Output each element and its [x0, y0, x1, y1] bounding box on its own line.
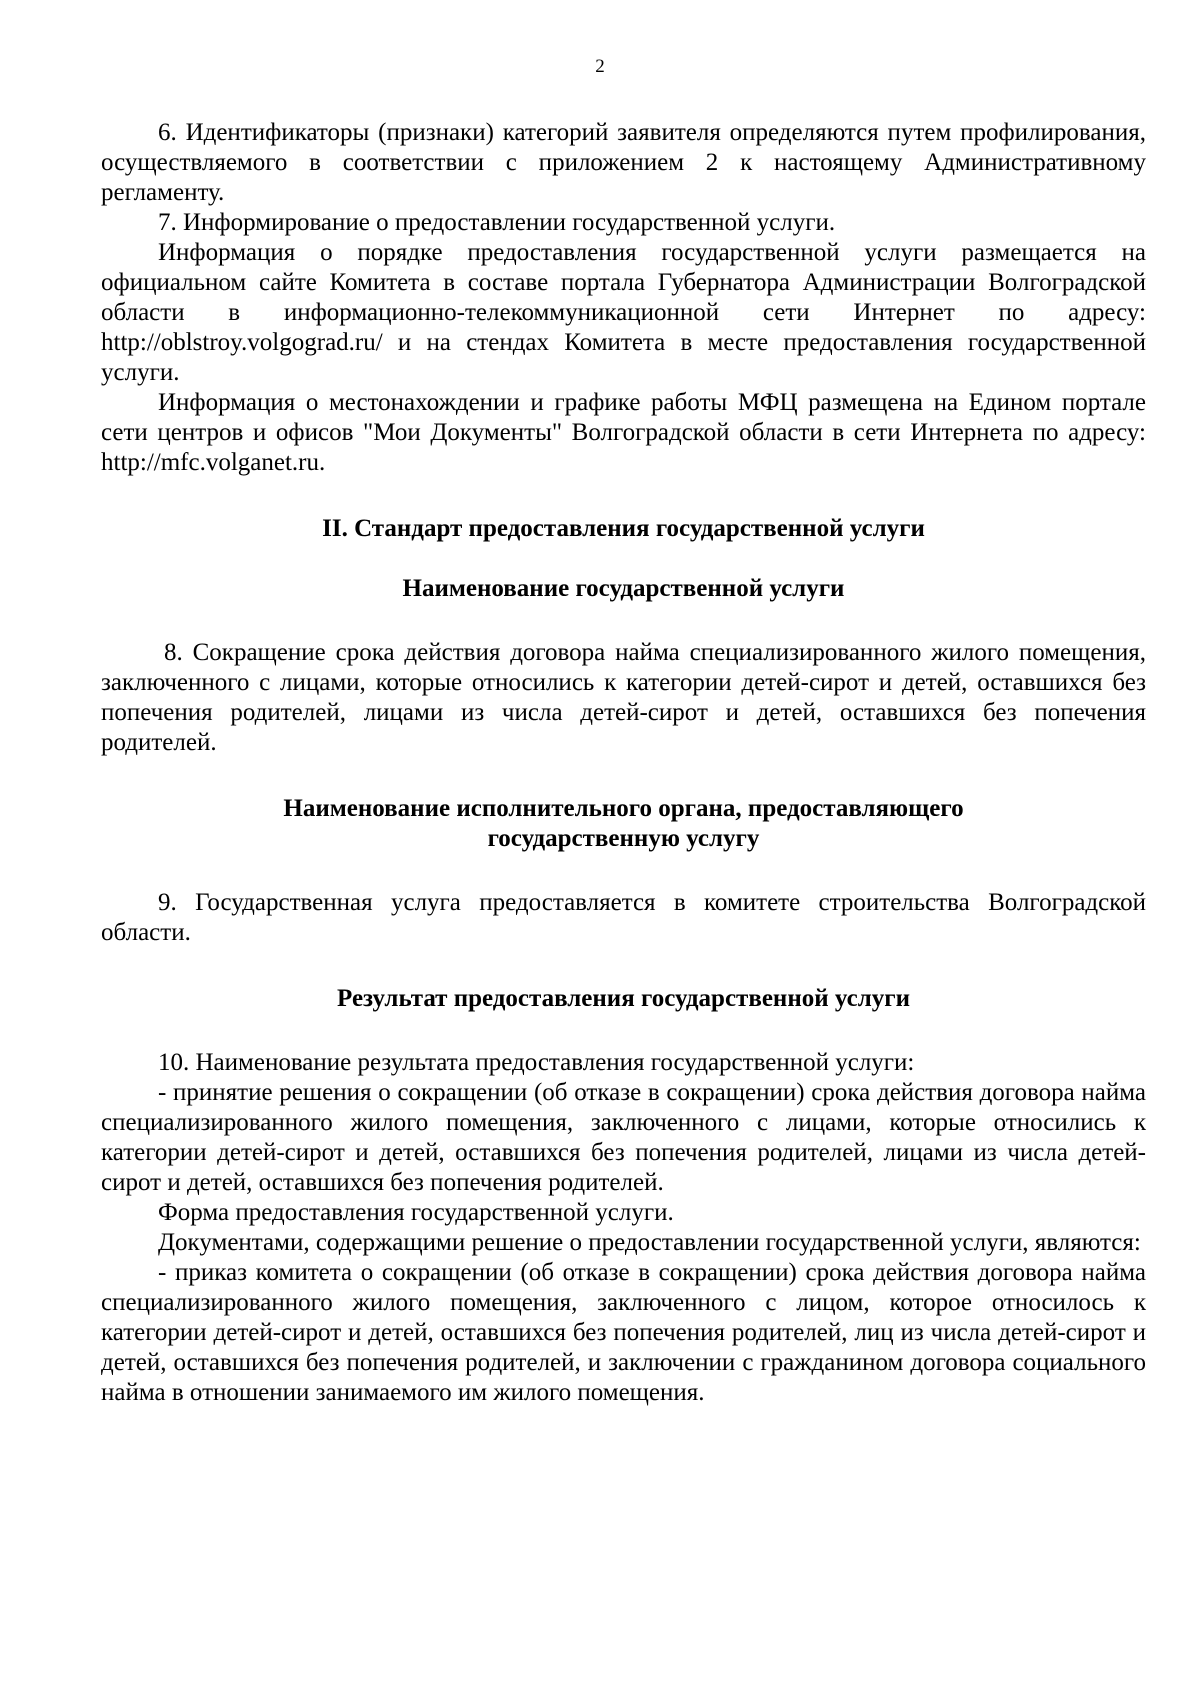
paragraph-10-form: Форма предоставления государственной услуги.	[158, 1199, 674, 1226]
subheading-result: Результат предоставления государственной услуги	[337, 985, 910, 1012]
paragraph-9: 9. Государственная услуга предоставляется в комитете строительства Волгоградской области.	[101, 889, 1146, 946]
paragraph-10-documents: Документами, содержащими решение о предоставлении государственной услуги, являются:	[158, 1229, 1141, 1256]
section-heading-standard: II. Стандарт предоставления государственной услуги	[322, 515, 925, 542]
paragraph-10-order: - приказ комитета о сокращении (об отказе в сокращении) срока действия договора найма специализированного жилого помещения, заключенного с лицом, которое относилось к категории детей-сирот и детей, оставшихся без попечения родителей, лиц из числа детей-сирот и детей, оставшихся без попечения родителей, и заключении с гражданином договора социального найма в отношении занимаемого им жилого помещения.	[101, 1259, 1146, 1406]
paragraph-6: 6. Идентификаторы (признаки) категорий заявителя определяются путем профилирования, осуществляемого в соответствии с приложением 2 к настоящему Административному регламенту.	[101, 119, 1146, 206]
document-body	[101, 118, 1146, 1408]
subheading-executive-body-line-1: Наименование исполнительного органа, предоставляющего	[283, 795, 964, 822]
subheading-service-name: Наименование государственной услуги	[402, 575, 845, 602]
paragraph-10-decision: - принятие решения о сокращении (об отказе в сокращении) срока действия договора найма специализированного жилого помещения, заключенного с лицами, которые относились к категории детей-сирот и детей, оставшихся без попечения родителей, лицами из числа детей-сирот и детей, оставшихся без попечения родителей.	[101, 1079, 1146, 1196]
page-number: 2	[595, 56, 605, 77]
paragraph-8: 8. Сокращение срока действия договора найма специализированного жилого помещения, заключенного с лицами, которые относились к категории детей-сирот и детей, оставшихся без попечения родителей, лицами из числа детей-сирот и детей, оставшихся без попечения родителей.	[101, 639, 1146, 756]
paragraph-10: 10. Наименование результата предоставления государственной услуги:	[158, 1049, 915, 1076]
subheading-executive-body-line-2: государственную услугу	[487, 825, 760, 852]
paragraph-7-info-mfc: Информация о местонахождении и графике работы МФЦ размещена на Едином портале сети центров и офисов "Мои Документы" Волгоградской области в сети Интернета по адресу: http://mfc.volganet.ru.	[101, 389, 1146, 476]
paragraph-7: 7. Информирование о предоставлении государственной услуги.	[158, 209, 836, 236]
paragraph-7-info-portal: Информация о порядке предоставления государственной услуги размещается на официальном сайте Комитета в составе портала Губернатора Администрации Волгоградской области в информационно-телекоммуникационной сети Интернет по адресу: http://oblstroy.volgograd.ru/ и на стендах Комитета в месте предоставления государственной услуги.	[101, 239, 1146, 386]
